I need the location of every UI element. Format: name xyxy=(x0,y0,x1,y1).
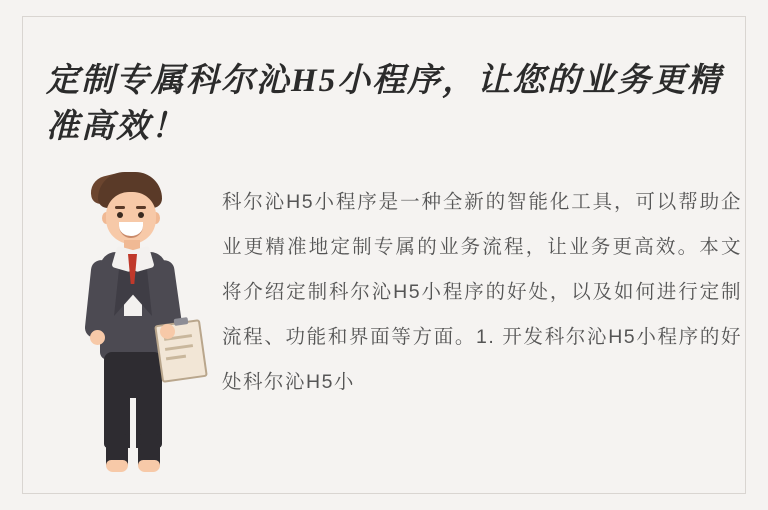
eyebrow-left-shape xyxy=(115,206,125,209)
hand-right-shape xyxy=(160,324,175,339)
foot-right-shape xyxy=(138,460,160,472)
eye-left-shape xyxy=(117,212,123,218)
eyebrow-right-shape xyxy=(136,206,146,209)
eye-right-shape xyxy=(138,212,144,218)
poster-title: 定制专属科尔沁H5小程序，让您的业务更精准高效！ xyxy=(46,63,723,145)
businessman-illustration xyxy=(62,172,212,472)
hand-left-shape xyxy=(90,330,105,345)
leg-gap-shape xyxy=(130,398,136,450)
poster-body-text: 科尔沁H5小程序是一种全新的智能化工具，可以帮助企业更精准地定制专属的业务流程，让业务更高效。本文将介绍定制科尔沁H5小程序的好处，以及如何进行定制流程、功能和界面等方面。1. 开发科尔沁H5小程序的好处科尔沁H5小 xyxy=(222,191,742,393)
foot-left-shape xyxy=(106,460,128,472)
